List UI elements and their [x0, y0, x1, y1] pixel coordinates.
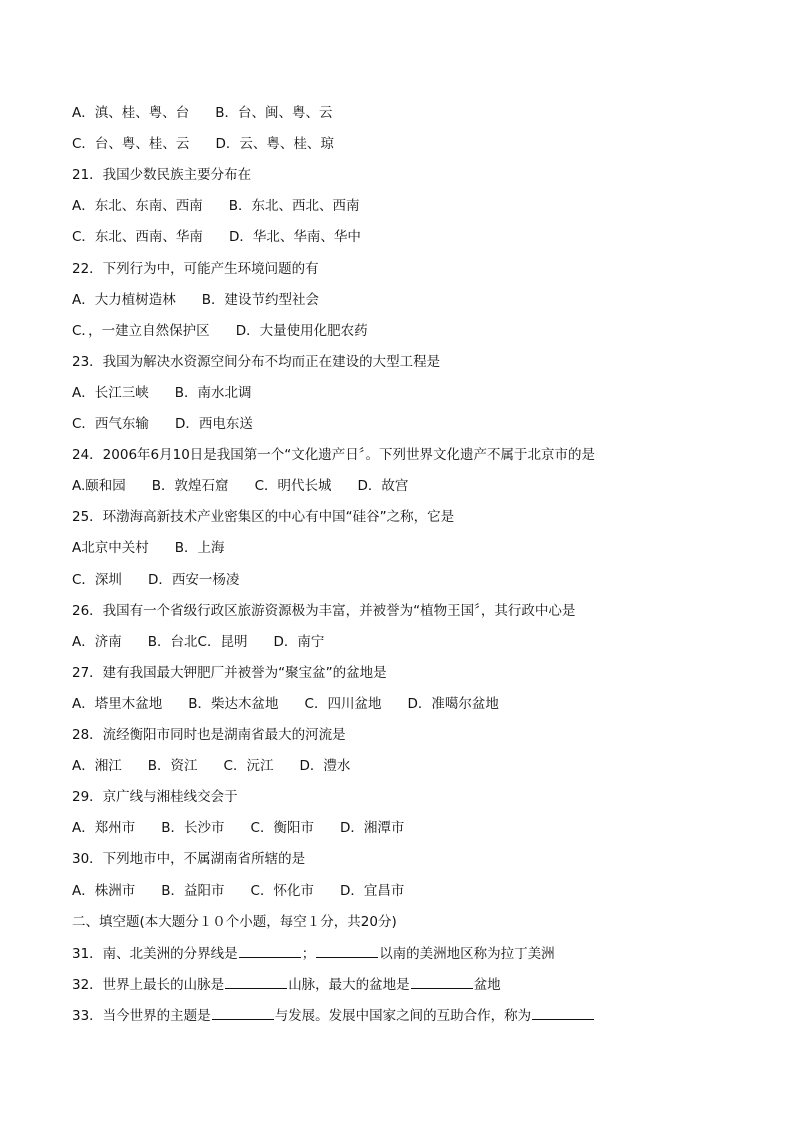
answer-option: C．沅江 [223, 758, 274, 775]
answer-option: C．明代长城 [254, 478, 332, 495]
answer-option: D．故宫 [357, 478, 409, 495]
question-text: 29．京广线与湘桂线交会于 [72, 789, 238, 806]
answer-option: C．台、粤、桂、云 [72, 136, 190, 153]
answer-options [72, 104, 333, 122]
answer-option: A．滇、桂、粤、台 [72, 105, 190, 121]
question-text: 23．我国为解决水资源空间分布不均而正在建设的大型工程是 [72, 353, 441, 370]
answer-blank[interactable] [239, 944, 301, 958]
question-text: 24．2006年6月10日是我国第一个“文化遗产日〞。下列世界文化遗产不属于北京市的是 [72, 447, 596, 464]
answer-option: B．敦煌石窟 [151, 478, 229, 495]
answer-option: A．湘江 [72, 758, 122, 775]
answer-options [72, 571, 239, 589]
fill-in-question [72, 944, 555, 963]
question-text: 27．建有我国最大钾肥厂并被誉为“聚宝盆”的盆地是 [72, 664, 387, 681]
answer-options [72, 757, 350, 775]
answer-options [72, 135, 334, 153]
answer-option: A．郑州市 [72, 820, 136, 837]
answer-options [72, 322, 368, 340]
answer-options [72, 695, 499, 713]
question-text: 25．环渤海高新技术产业密集区的中心有中国“硅谷”之称，它是 [72, 509, 455, 526]
answer-blank[interactable] [212, 1006, 274, 1020]
answer-option: D．云、粤、桂、琼 [215, 136, 334, 153]
answer-options [72, 228, 361, 246]
answer-options [72, 882, 404, 900]
answer-option: B．资江 [147, 758, 198, 775]
answer-option: A．株洲市 [72, 882, 136, 899]
answer-option: A．塔里木盆地 [72, 695, 163, 712]
fill-text: 33．当今世界的主题是 [72, 1007, 211, 1024]
answer-option: B．台北C．昆明 [147, 633, 248, 650]
question-text: 30．下列地市中，不属湖南省所辖的是 [72, 851, 306, 868]
fill-text: 32．世界上最长的山脉是 [72, 976, 225, 993]
answer-option: A．东北、东南、西南 [72, 198, 203, 215]
question-text: 二、填空题(本大题分１０个小题，每空１分，共20分) [72, 913, 397, 930]
answer-option: A.颐和园 [72, 478, 126, 495]
fill-text: 盆地 [473, 976, 501, 993]
answer-option: A北京中关村 [72, 540, 149, 557]
answer-options [72, 539, 225, 557]
answer-option: C．西气东输 [72, 416, 149, 432]
answer-options [72, 819, 404, 837]
answer-option: D．华北、华南、华中 [228, 229, 361, 246]
answer-options [72, 477, 408, 495]
answer-option: D．澧水 [299, 758, 351, 775]
answer-option: B．南水北调 [174, 384, 252, 401]
question-text: 26．我国有一个省级行政区旅游资源极为丰富，并被誉为“植物王国〞，其行政中心是 [72, 602, 576, 619]
answer-option: D．宜昌市 [339, 882, 405, 899]
fill-in-question [72, 1006, 595, 1025]
fill-in-question [72, 975, 501, 994]
fill-text: 以南的美洲地区称为拉丁美洲 [379, 945, 555, 962]
answer-option: D．湘潭市 [339, 820, 405, 837]
answer-blank[interactable] [225, 975, 287, 989]
answer-option: C．衡阳市 [250, 820, 314, 837]
answer-option: A．长江三峡 [72, 384, 149, 401]
answer-options [72, 415, 253, 433]
answer-option: C．东北、西南、华南 [72, 229, 203, 246]
answer-option: D．西电东送 [174, 416, 253, 432]
answer-option: B．东北、西北、西南 [228, 198, 360, 215]
fill-text: 山脉，最大的盆地是 [288, 976, 410, 993]
answer-options [72, 384, 252, 402]
answer-option: C．深圳 [72, 571, 122, 588]
answer-option: B．柴达木盆地 [188, 695, 279, 712]
answer-option: D．西安一杨凌 [147, 571, 240, 588]
answer-option: C．怀化市 [250, 882, 314, 899]
fill-text: 与发展。发展中国家之间的互助合作，称为 [274, 1007, 532, 1024]
answer-option: A．济南 [72, 633, 122, 650]
answer-blank[interactable] [411, 975, 473, 989]
answer-option: C．，一建立自然保护区 [72, 322, 210, 339]
answer-option: B．上海 [174, 540, 225, 557]
answer-blank[interactable] [532, 1006, 594, 1020]
fill-text: ； [301, 945, 316, 962]
answer-option: D．准噶尔盆地 [407, 695, 499, 712]
answer-option: B．台、闽、粤、云 [215, 105, 333, 121]
answer-options [72, 633, 324, 651]
fill-text: 31．南、北美洲的分界线是 [72, 945, 238, 962]
answer-option: B．长沙市 [161, 820, 225, 837]
question-text: 22．下列行为中，可能产生环境问题的有 [72, 260, 319, 277]
question-text: 21．我国少数民族主要分布在 [72, 167, 252, 184]
answer-option: C．四川盆地 [304, 695, 382, 712]
answer-option: B．建设节约型社会 [201, 291, 320, 308]
answer-options [72, 197, 360, 215]
answer-blank[interactable] [316, 944, 378, 958]
answer-options [72, 291, 319, 309]
answer-option: D．大量使用化肥农药 [235, 322, 368, 339]
answer-option: D．南宁 [273, 633, 325, 650]
question-text: 28．流经衡阳市同时也是湖南省最大的河流是 [72, 727, 346, 743]
answer-option: B．益阳市 [161, 882, 225, 899]
answer-option: A．大力植树造林 [72, 291, 176, 308]
